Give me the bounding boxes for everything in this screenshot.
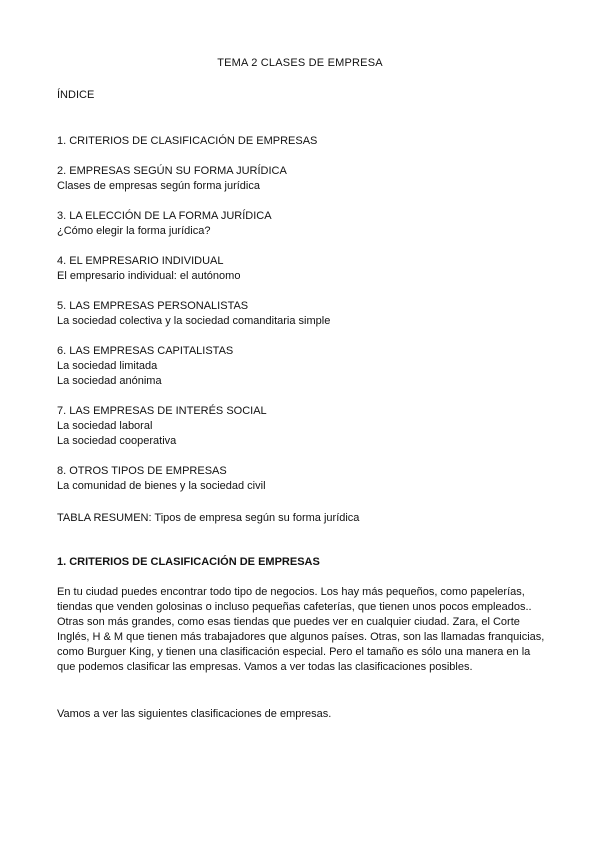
section-heading: 1. CRITERIOS DE CLASIFICACIÓN DE EMPRESAS — [57, 556, 320, 568]
toc-heading: 1. CRITERIOS DE CLASIFICACIÓN DE EMPRESAS — [57, 135, 318, 147]
toc-subheading: ¿Cómo elegir la forma jurídica? — [57, 225, 211, 237]
summary-table-link: TABLA RESUMEN: Tipos de empresa según su forma jurídica — [57, 512, 360, 524]
toc-subheading: El empresario individual: el autónomo — [57, 270, 241, 282]
toc-heading: 5. LAS EMPRESAS PERSONALISTAS — [57, 300, 249, 312]
toc-heading: 2. EMPRESAS SEGÚN SU FORMA JURÍDICA — [57, 165, 287, 177]
toc-subheading: La sociedad cooperativa — [57, 435, 177, 447]
toc-entry — [57, 344, 557, 389]
toc-entry — [57, 254, 557, 284]
index-label: ÍNDICE — [57, 89, 95, 101]
toc-subheading: La sociedad colectiva y la sociedad comanditaria simple — [57, 315, 331, 327]
toc-subheading: La sociedad anónima — [57, 375, 162, 387]
toc-heading: 3. LA ELECCIÓN DE LA FORMA JURÍDICA — [57, 210, 272, 222]
toc-entry — [57, 464, 557, 494]
toc-entry — [57, 164, 557, 194]
toc-entry — [57, 209, 557, 239]
toc-heading: 7. LAS EMPRESAS DE INTERÉS SOCIAL — [57, 405, 267, 417]
toc-heading: 6. LAS EMPRESAS CAPITALISTAS — [57, 345, 234, 357]
toc-subheading: La sociedad limitada — [57, 360, 158, 372]
body-paragraph: En tu ciudad puedes encontrar todo tipo de negocios. Los hay más pequeños, como papelerías, tiendas que venden golosinas o incluso pequeñas cafeterías, que tienen unos pocos empleados.. Otras son más grandes, como esas tiendas que puedes ver en cualquier ciudad. Zara, el Corte Inglés, H & M que tienen más trabajadores que algunos países. Otras, son las llamadas franquicias, como Burguer King, y tienen una clasificación especial. Pero el tamaño es sólo una manera en la que podemos clasificar las empresas. Vamos a ver todas las clasificaciones posibles. — [57, 586, 545, 673]
toc-subheading: La comunidad de bienes y la sociedad civil — [57, 480, 266, 492]
toc-entry — [57, 404, 557, 449]
toc-heading: 4. EL EMPRESARIO INDIVIDUAL — [57, 255, 224, 267]
toc-subheading: Clases de empresas según forma jurídica — [57, 180, 260, 192]
toc-heading: 8. OTROS TIPOS DE EMPRESAS — [57, 465, 227, 477]
document-title: TEMA 2 CLASES DE EMPRESA — [217, 57, 383, 69]
toc-entry — [57, 134, 557, 149]
table-of-contents — [57, 134, 557, 509]
toc-subheading: La sociedad laboral — [57, 420, 153, 432]
toc-entry — [57, 299, 557, 329]
body-paragraph: Vamos a ver las siguientes clasificaciones de empresas. — [57, 708, 332, 720]
